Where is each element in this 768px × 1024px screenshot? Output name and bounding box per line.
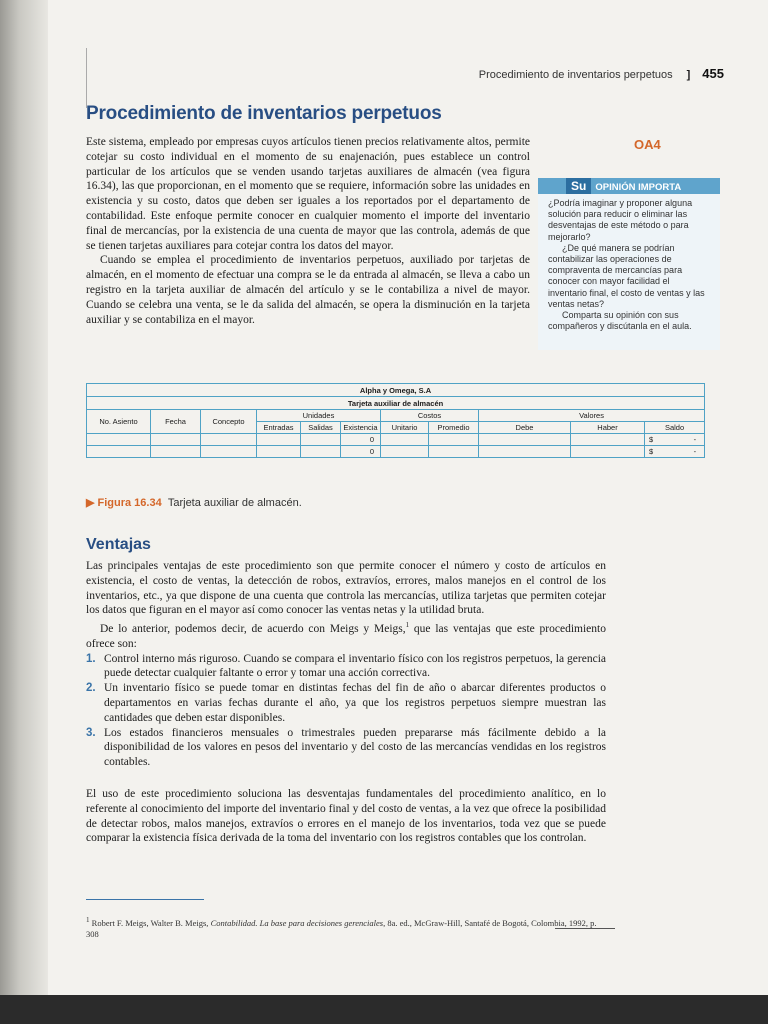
header-haber: Haber xyxy=(571,422,645,434)
ventajas-paragraph-2-after: que las ventajas que este procedimiento ofrece son: xyxy=(86,623,606,650)
running-head-bracket: ] xyxy=(686,69,691,81)
header-existencia: Existencia xyxy=(341,422,381,434)
saldo-currency: $ xyxy=(649,447,654,456)
header-saldo: Saldo xyxy=(645,422,705,434)
header-unidades: Unidades xyxy=(257,410,381,422)
list-item xyxy=(86,652,606,682)
list-item-number: 2. xyxy=(86,682,96,695)
table-row xyxy=(87,446,705,458)
ventajas-text xyxy=(86,559,606,770)
footnote-mark: 1 xyxy=(86,916,90,924)
sidebar-question-2: ¿De qué manera se podrían contabilizar las operaciones de compraventa de mercancías para conocer con mayor facilidad el inventario final, el costo de ventas y las ventas netas? xyxy=(548,242,705,309)
ventajas-title: Ventajas xyxy=(86,536,151,553)
sidebar-text xyxy=(538,194,720,332)
saldo-value: - xyxy=(693,447,697,456)
header-costos: Costos xyxy=(381,410,479,422)
ventajas-list xyxy=(86,652,606,770)
intro-paragraph-1: Este sistema, empleado por empresas cuyos artículos tienen precios relativamente altos, permite cotejar su costo individual en el momento de su enajenación, pues establece un control particular de los artículos que se venden usando tarjetas auxiliares de almacén (vea figura 16.34), las que proporcionan, en el momento que se requiere, información sobre las unidades en existencia y su costo, datos que deben ser iguales a los reportados por el departamento de contabilidad. Este enfoque permite conocer en cualquier momento el importe del inventario final de mercancías, por la existencia de una cuenta de mayor que las controla, además de que se tienen tarjetas auxiliares para cotejar contra los datos del mayor. xyxy=(86,136,530,252)
ventajas-paragraph-1: Las principales ventajas de este procedimiento son que permite conocer el número y costo de artículos en existencia, el costo de ventas, la detección de robos, extravíos, errores, malos manejos en el control de los inventarios, etc., ya que dispone de una cuenta que controla las mercancías, utiliza tarjetas que permiten cotejar los datos que figuran en el mayor así como conocer las ventas netas y la utilidad bruta. xyxy=(86,560,606,617)
ventajas-paragraph-2 xyxy=(86,618,606,651)
running-head-title: Procedimiento de inventarios perpetuos xyxy=(478,69,673,81)
footnote-book-title: Contabilidad. La base para decisiones gerenciales xyxy=(210,917,384,928)
list-item xyxy=(86,726,606,770)
header-unitario: Unitario xyxy=(381,422,429,434)
footnote-details: , 8a. ed., McGraw-Hill, Santafé de Bogotá, Colombia, 1992, p. 308 xyxy=(86,917,597,939)
ventajas-paragraph-3: El uso de este procedimiento soluciona las desventajas fundamentales del procedimiento analítico, en lo referente al conocimiento del importe del inventario final y del costo de ventas, a la vez que ofrece la posibilidad de detectar robos, malos manejos, extravíos o errores en el manejo de los inventarios, toda vez que se puede comparar la existencia física derivada de la toma del inventario con los registros contables que los controlan. xyxy=(86,788,606,845)
header-no-asiento: No. Asiento xyxy=(87,410,151,434)
intro-text xyxy=(86,135,530,327)
header-concepto: Concepto xyxy=(201,410,257,434)
footnote-rule xyxy=(86,899,204,900)
header-entradas: Entradas xyxy=(257,422,301,434)
header-valores: Valores xyxy=(479,410,705,422)
list-item-text: Los estados financieros mensuales o trimestrales pueden prepararse más fácilmente debido a la disponibilidad de los valores en pesos del inventario y del costo de las mercancías vendidas en los registros contables. xyxy=(104,726,606,769)
sidebar-question-1: ¿Podría imaginar y proponer alguna solución para reducir o eliminar las desventajas de este método o para mejorarlo? xyxy=(548,198,693,242)
opinion-sidebar xyxy=(538,178,720,350)
section-title: Procedimiento de inventarios perpetuos xyxy=(86,103,442,124)
sidebar-prompt: Comparta su opinión con sus compañeros y discútanla en el aula. xyxy=(548,310,692,332)
list-item-number: 3. xyxy=(86,726,96,739)
figure-caption-text: Tarjeta auxiliar de almacén. xyxy=(167,497,302,509)
running-head xyxy=(479,66,724,81)
figure-table xyxy=(86,383,705,458)
table-company: Alpha y Omega, S.A xyxy=(87,384,705,397)
table-row xyxy=(87,434,705,446)
sidebar-title: OPINIÓN IMPORTA xyxy=(595,182,682,193)
footnote-underline xyxy=(555,928,615,929)
cell-existencia: 0 xyxy=(341,434,381,446)
margin-line xyxy=(86,48,87,108)
saldo-currency: $ xyxy=(649,435,654,444)
list-item-number: 1. xyxy=(86,652,96,665)
cell-saldo xyxy=(645,446,705,458)
list-item-text: Un inventario físico se puede tomar en distintas fechas del fin de año o abarcar diferentes productos o departamentos en varias fechas durante el año, ya que los registros perpetuos siempre muestran las cantidades que deben estar disponibles. xyxy=(104,682,606,724)
footnote-authors: Robert F. Meigs, Walter B. Meigs, xyxy=(91,917,211,928)
cell-existencia: 0 xyxy=(341,446,381,458)
footnote-ref: 1 xyxy=(405,621,410,630)
sidebar-tag: Su xyxy=(566,178,591,194)
table-subtitle: Tarjeta auxiliar de almacén xyxy=(87,397,705,410)
header-fecha: Fecha xyxy=(151,410,201,434)
intro-paragraph-2: Cuando se emplea el procedimiento de inventarios perpetuos, auxiliado por tarjetas de almacén, en el momento de efectuar una compra se le da entrada al almacén, se lleva a cabo un registro en la tarjeta auxiliar de almacén del artículo y se le contabiliza a nivel de mayor. Cuando se celebra una venta, se le da salida del almacén, se opera la disminución en la tarjeta auxiliar y se contabiliza en el mayor. xyxy=(86,254,530,326)
table-cutoff xyxy=(86,482,716,488)
cell-saldo xyxy=(645,434,705,446)
header-debe: Debe xyxy=(479,422,571,434)
list-item xyxy=(86,681,606,725)
header-salidas: Salidas xyxy=(301,422,341,434)
header-promedio: Promedio xyxy=(429,422,479,434)
book-spine-shadow xyxy=(0,0,48,995)
figure-caption xyxy=(86,496,302,509)
sidebar-header xyxy=(538,178,720,194)
saldo-value: - xyxy=(693,435,697,444)
list-item-text: Control interno más riguroso. Cuando se compara el inventario físico con los registros perpetuos, la gerencia puede detectar cualquier faltante o error y tomar una acción correctiva. xyxy=(104,652,606,680)
figure-arrow-icon: ▶ xyxy=(86,497,98,509)
footnote xyxy=(86,915,606,940)
page-number: 455 xyxy=(702,66,724,81)
figure-label: Figura 16.34 xyxy=(97,497,162,509)
learning-objective-tag: OA4 xyxy=(634,137,661,152)
ventajas-paragraph-2-before: De lo anterior, podemos decir, de acuerdo con Meigs y Meigs, xyxy=(100,623,406,636)
